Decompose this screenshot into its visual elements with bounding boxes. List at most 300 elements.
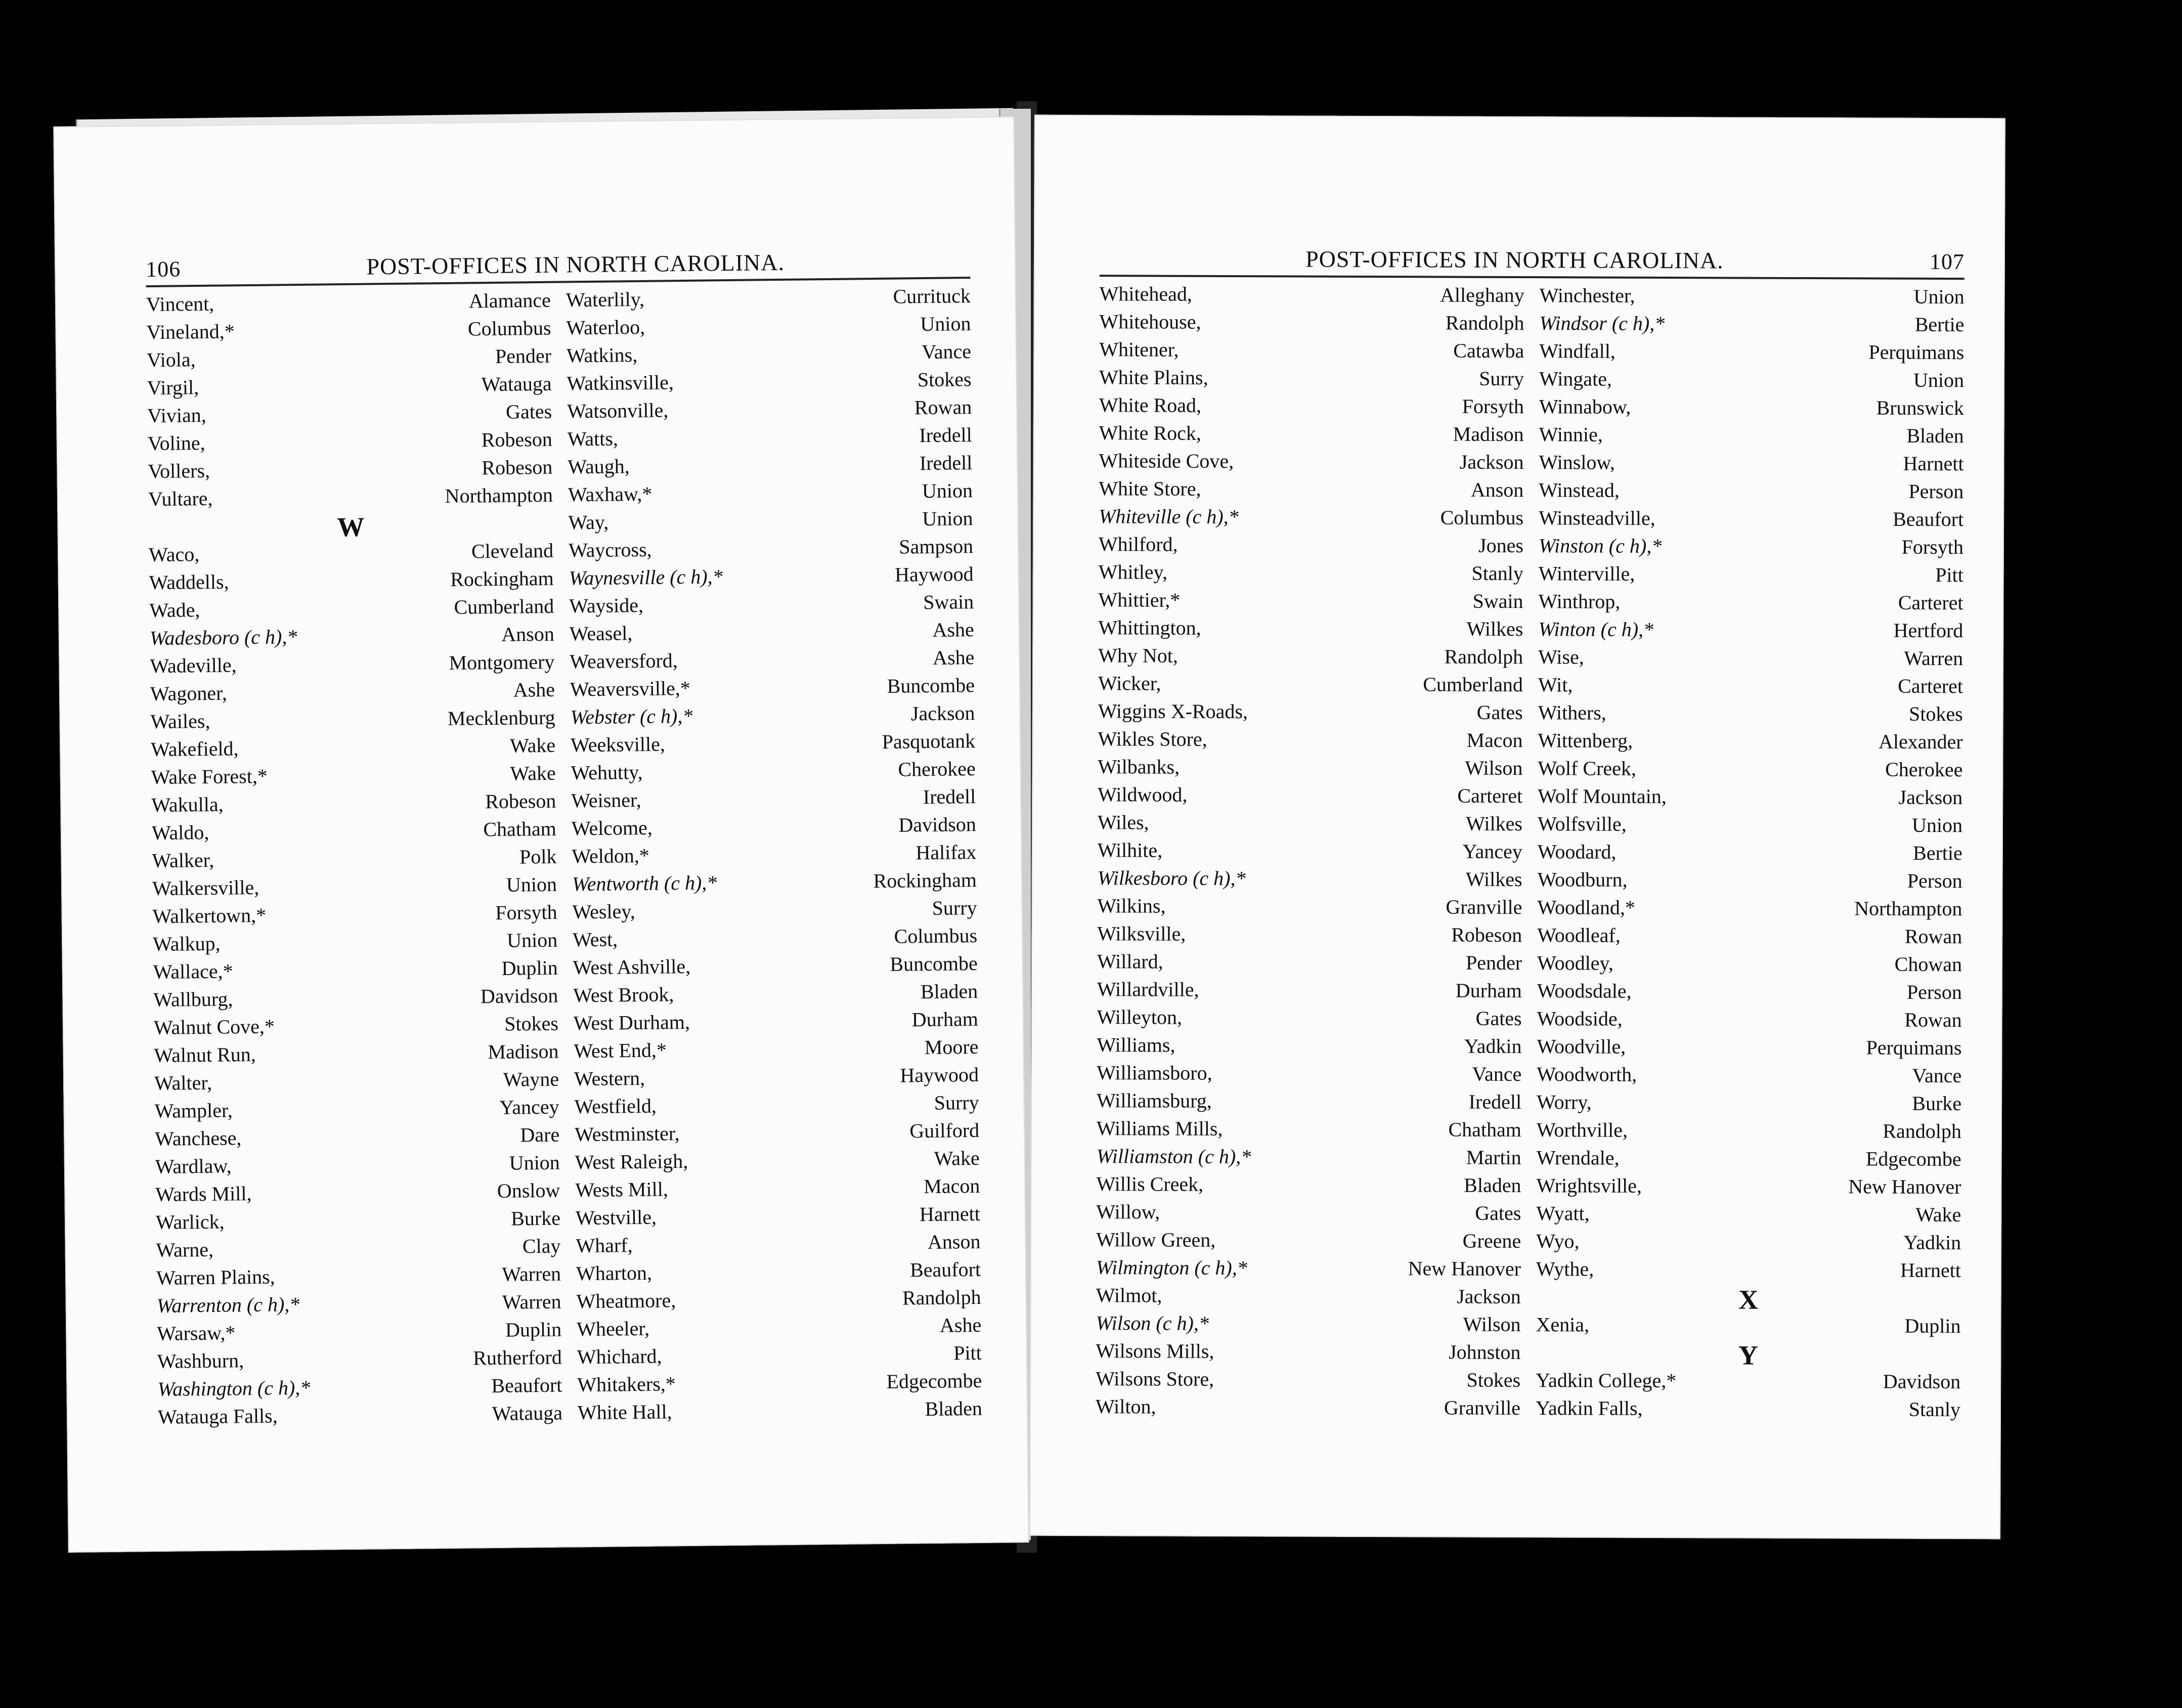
county-name: Alexander <box>1878 730 1963 754</box>
post-office-entry <box>1539 561 1963 591</box>
county-name: Iredell <box>919 451 973 475</box>
post-office-name: Woodsdale, <box>1537 979 1632 1002</box>
county-name: Union <box>1913 368 1965 392</box>
post-office-entry <box>157 1373 562 1405</box>
county-name: Surry <box>1479 367 1524 390</box>
county-name: Gates <box>1475 1201 1521 1225</box>
listing-column <box>146 288 563 1506</box>
county-name: Person <box>1906 980 1962 1004</box>
post-office-name: White Hall, <box>577 1400 672 1424</box>
post-office-name: Westville, <box>575 1205 657 1230</box>
county-name: Rowan <box>1904 1008 1962 1032</box>
listing-columns <box>1095 282 1964 1499</box>
post-office-entry <box>568 451 973 483</box>
post-office-name: Warren Plains, <box>156 1265 275 1290</box>
post-office-name: Wallace,* <box>153 959 233 984</box>
post-office-entry <box>149 594 554 626</box>
county-name: Union <box>1913 285 1965 309</box>
post-office-entry <box>150 650 555 682</box>
county-name: Yancey <box>1462 840 1522 863</box>
post-office-name: Waco, <box>148 543 200 566</box>
post-office-name: Weldon,* <box>572 844 650 868</box>
post-office-entry <box>575 1174 980 1206</box>
post-office-name: Western, <box>574 1066 645 1090</box>
post-office-name: Wilton, <box>1095 1395 1156 1418</box>
post-office-entry <box>572 812 977 844</box>
post-office-name: Woodburn, <box>1537 868 1628 891</box>
post-office-name: Willardville, <box>1097 978 1199 1001</box>
post-office-entry <box>1539 367 1964 396</box>
post-office-entry <box>577 1341 982 1373</box>
running-title: POST-OFFICES IN NORTH CAROLINA. <box>1305 246 1724 274</box>
county-name: Union <box>506 928 558 952</box>
post-office-name: Withers, <box>1538 701 1606 724</box>
post-office-name: Weeksville, <box>570 732 666 757</box>
post-office-entry <box>150 622 555 654</box>
post-office-name: Vultare, <box>148 487 213 511</box>
county-name: Jackson <box>910 702 975 725</box>
post-office-entry <box>1097 1061 1521 1090</box>
post-office-name: Warlick, <box>155 1210 225 1234</box>
county-name: Perquimans <box>1868 340 1965 364</box>
post-office-name: Wyo, <box>1536 1230 1580 1253</box>
post-office-entry <box>569 534 974 566</box>
section-letter: W <box>337 511 365 542</box>
post-office-entry <box>155 1178 560 1210</box>
county-name: Stanly <box>1471 561 1523 585</box>
post-office-entry <box>1536 1368 1960 1397</box>
post-office-entry <box>567 395 972 427</box>
post-office-name: Wyatt, <box>1536 1202 1590 1225</box>
post-office-name: Whittier,* <box>1098 588 1181 611</box>
post-office-entry <box>152 900 557 932</box>
county-name: Sampson <box>899 535 974 558</box>
post-office-entry <box>1096 1339 1520 1368</box>
county-name: Rockingham <box>450 566 554 591</box>
post-office-name: Weaversville,* <box>570 676 691 701</box>
county-name: Chowan <box>1894 952 1962 976</box>
county-name: Madison <box>1453 422 1524 446</box>
county-name: Robeson <box>481 427 553 452</box>
post-office-entry <box>569 590 974 622</box>
post-office-name: Wildwood, <box>1098 783 1188 806</box>
post-office-entry <box>1536 1201 1961 1231</box>
post-office-name: Worthville, <box>1536 1118 1628 1142</box>
county-name: Rutherford <box>473 1345 562 1370</box>
county-name: Alamance <box>468 288 551 313</box>
post-office-name: West, <box>572 928 618 951</box>
post-office-entry <box>566 312 971 343</box>
post-office-entry <box>1538 700 1963 730</box>
post-office-name: Warne, <box>156 1238 214 1262</box>
post-office-entry <box>1536 1312 1960 1342</box>
county-name: Stokes <box>504 1012 559 1035</box>
county-name: Pender <box>1465 951 1522 975</box>
post-office-name: Winsteadville, <box>1539 506 1655 530</box>
post-office-name: Vollers, <box>148 459 210 483</box>
post-office-entry <box>150 706 555 737</box>
post-office-name: West Brook, <box>573 983 674 1007</box>
post-office-entry <box>572 868 977 900</box>
post-office-name: Waycross, <box>568 538 652 562</box>
county-name: Wayne <box>503 1067 559 1091</box>
county-name: Iredell <box>923 784 976 809</box>
post-office-entry <box>1538 867 1962 897</box>
county-name: Anson <box>927 1230 981 1254</box>
post-office-entry <box>568 506 973 538</box>
post-office-name: Winston (c h),* <box>1538 534 1662 557</box>
post-office-entry <box>1097 1144 1521 1173</box>
post-office-entry <box>157 1318 562 1349</box>
post-office-name: Whitakers,* <box>577 1372 676 1396</box>
post-office-entry <box>577 1369 982 1400</box>
post-office-entry <box>1097 1005 1522 1034</box>
post-office-entry <box>148 455 553 487</box>
post-office-name: Winchester, <box>1539 284 1635 307</box>
post-office-entry <box>151 733 556 765</box>
county-name: Cumberland <box>454 594 554 619</box>
county-name: Guilford <box>909 1118 980 1143</box>
county-name: Harnett <box>1903 452 1964 475</box>
post-office-entry <box>1539 311 1964 340</box>
county-name: Columbus <box>467 316 551 340</box>
post-office-entry <box>1537 1146 1961 1175</box>
post-office-entry <box>1099 504 1523 534</box>
post-office-entry <box>577 1313 982 1345</box>
county-name: Columbus <box>894 924 978 948</box>
post-office-entry <box>151 761 556 793</box>
post-office-entry <box>1098 838 1522 867</box>
county-name: Iredell <box>1468 1090 1522 1114</box>
post-office-entry <box>566 367 972 399</box>
county-name: Chatham <box>483 817 557 841</box>
post-office-name: Walnut Cove,* <box>153 1015 275 1039</box>
county-name: Person <box>1908 479 1964 503</box>
post-office-name: Wrightsville, <box>1536 1174 1642 1197</box>
post-office-entry <box>1096 1228 1521 1257</box>
post-office-name: Wadesboro (c h),* <box>149 625 297 650</box>
post-office-entry <box>1538 728 1962 758</box>
post-office-entry <box>1098 782 1522 812</box>
post-office-name: Wise, <box>1538 645 1584 669</box>
post-office-name: Wilhite, <box>1097 839 1163 862</box>
post-office-name: Wolfsville, <box>1537 812 1627 836</box>
post-office-entry <box>146 316 551 348</box>
county-name: Watauga <box>481 372 552 396</box>
post-office-name: Wanchese, <box>155 1126 242 1151</box>
post-office-name: Whitener, <box>1099 338 1179 361</box>
county-name: Beaufort <box>909 1257 981 1282</box>
post-office-entry <box>1536 1396 1960 1425</box>
page-number: 106 <box>145 256 181 282</box>
post-office-name: Wheatmore, <box>576 1289 676 1313</box>
post-office-entry <box>571 757 976 789</box>
section-letter: Y <box>1738 1340 1758 1371</box>
post-office-entry <box>1098 588 1523 617</box>
post-office-entry <box>1537 951 1962 980</box>
post-office-entry <box>1538 645 1963 674</box>
county-name: Haywood <box>894 562 974 586</box>
county-name: Jones <box>1478 534 1524 557</box>
county-name: Union <box>1911 813 1963 837</box>
post-office-entry <box>569 562 974 594</box>
county-name: Union <box>920 312 971 336</box>
post-office-name: Vincent, <box>146 292 214 316</box>
county-name: Cleveland <box>471 539 554 563</box>
post-office-entry <box>574 1063 979 1094</box>
post-office-name: Wittenberg, <box>1538 729 1633 752</box>
post-office-entry <box>150 678 555 710</box>
post-office-name: Waddells, <box>149 570 229 594</box>
post-office-name: Wiles, <box>1097 811 1149 834</box>
post-office-entry <box>1096 1394 1520 1424</box>
post-office-entry <box>147 400 552 431</box>
post-office-entry <box>576 1202 981 1234</box>
post-office-name: Whitehead, <box>1099 282 1193 305</box>
post-office-entry <box>1096 1200 1521 1229</box>
post-office-entry <box>156 1206 561 1238</box>
county-name: New Hanover <box>1408 1257 1521 1281</box>
post-office-entry <box>149 539 554 571</box>
post-office-entry <box>576 1257 981 1289</box>
county-name: Jackson <box>1898 785 1963 809</box>
post-office-name: Walkersville, <box>152 875 259 900</box>
county-name: Rockingham <box>873 868 977 893</box>
post-office-entry <box>1099 532 1523 561</box>
post-office-name: Walkertown,* <box>152 903 267 928</box>
county-name: Edgecombe <box>1865 1147 1961 1171</box>
post-office-name: Woodland,* <box>1537 896 1635 919</box>
post-office-name: Winslow, <box>1539 451 1615 474</box>
post-office-entry <box>1537 1118 1961 1147</box>
county-name: Durham <box>911 1007 979 1031</box>
county-name: Burke <box>1912 1091 1962 1115</box>
post-office-name: Westfield, <box>574 1094 657 1118</box>
post-office-name: West Ashville, <box>573 954 691 979</box>
county-name: Carteret <box>1457 784 1523 808</box>
post-office-entry <box>1538 589 1963 619</box>
post-office-name: Winnie, <box>1539 423 1603 446</box>
post-office-name: White Rock, <box>1099 421 1201 445</box>
post-office-entry <box>573 951 978 983</box>
post-office-name: Williams Mills, <box>1096 1117 1223 1140</box>
post-office-entry <box>1539 450 1963 479</box>
post-office-entry <box>1097 949 1522 979</box>
post-office-entry <box>576 1285 981 1317</box>
county-name: Rowan <box>914 396 972 419</box>
post-office-entry <box>1097 977 1522 1006</box>
post-office-entry <box>157 1345 562 1377</box>
post-office-entry <box>154 1095 559 1127</box>
county-name: Granville <box>1446 895 1522 919</box>
county-name: Yancey <box>499 1095 559 1119</box>
post-office-entry <box>1097 1033 1521 1062</box>
post-office-entry <box>152 872 557 904</box>
county-name: Wake <box>510 761 556 785</box>
county-name: Martin <box>1466 1146 1521 1169</box>
county-name: Swain <box>1472 589 1523 613</box>
post-office-entry <box>1537 1090 1961 1119</box>
post-office-name: Wakefield, <box>150 737 239 761</box>
post-office-entry <box>147 344 552 376</box>
county-name: Bladen <box>920 979 978 1003</box>
post-office-entry <box>570 618 975 649</box>
post-office-name: Wallburg, <box>153 987 233 1012</box>
left-page <box>53 116 1029 1553</box>
county-name: Durham <box>1455 979 1522 1002</box>
post-office-entry <box>149 566 554 598</box>
post-office-name: Wehutty, <box>571 760 643 784</box>
county-name: Stanly <box>1908 1397 1961 1421</box>
post-office-name: Woodside, <box>1537 1007 1623 1030</box>
listing-columns <box>146 284 983 1506</box>
post-office-entry <box>1538 784 1962 813</box>
county-name: Buncombe <box>890 951 978 976</box>
county-name: Randolph <box>1883 1119 1961 1143</box>
post-office-entry <box>154 1067 559 1099</box>
post-office-name: Woodworth, <box>1537 1063 1637 1086</box>
post-office-entry <box>1098 755 1522 784</box>
post-office-name: Waterloo, <box>566 315 645 339</box>
county-name: Jackson <box>1459 450 1524 474</box>
post-office-entry <box>1537 1034 1961 1064</box>
post-office-entry <box>1100 282 1524 311</box>
county-name: Dare <box>520 1123 560 1147</box>
post-office-name: Willow, <box>1096 1200 1160 1223</box>
post-office-entry <box>1536 1229 1961 1258</box>
post-office-entry <box>573 924 978 955</box>
county-name: Edgecombe <box>886 1369 982 1393</box>
post-office-name: Winstead, <box>1539 478 1620 502</box>
county-name: Perquimans <box>1866 1036 1962 1060</box>
post-office-entry <box>1537 1062 1961 1091</box>
post-office-name: Winnabow, <box>1539 395 1631 418</box>
post-office-name: Woodville, <box>1537 1035 1626 1058</box>
post-office-name: Yadkin College,* <box>1536 1369 1677 1392</box>
listing-column <box>566 284 983 1502</box>
post-office-name: Whitley, <box>1098 560 1168 584</box>
county-name: Randolph <box>1444 645 1523 669</box>
post-office-name: White Store, <box>1099 477 1201 500</box>
post-office-entry <box>571 729 976 761</box>
county-name: Ashe <box>932 618 975 641</box>
post-office-entry <box>570 701 975 733</box>
post-office-entry <box>154 1012 559 1043</box>
county-name: New Hanover <box>1848 1175 1961 1199</box>
county-name: Duplin <box>501 956 558 980</box>
post-office-name: Walkup, <box>152 932 221 956</box>
post-office-entry <box>571 784 976 816</box>
post-office-name: Wit, <box>1538 673 1573 696</box>
post-office-entry <box>153 928 558 960</box>
post-office-entry <box>575 1146 980 1178</box>
post-office-name: Warsaw,* <box>157 1321 236 1345</box>
county-name: Union <box>509 1151 560 1174</box>
post-office-entry <box>1537 1006 1962 1036</box>
page-header <box>1100 236 1965 280</box>
post-office-entry <box>1536 1173 1961 1203</box>
post-office-entry <box>146 288 551 320</box>
post-office-name: Yadkin Falls, <box>1535 1396 1643 1420</box>
county-name: Person <box>1907 869 1962 893</box>
post-office-name: Westminster, <box>574 1122 680 1146</box>
county-name: Montgomery <box>449 650 555 674</box>
county-name: Ashe <box>932 646 975 669</box>
county-name: Bertie <box>1913 841 1962 865</box>
county-name: Swain <box>923 590 974 614</box>
county-name: Surry <box>932 896 977 919</box>
county-name: Greene <box>1462 1229 1521 1253</box>
post-office-entry <box>156 1290 561 1322</box>
post-office-name: Wilmington (c h),* <box>1096 1256 1247 1280</box>
post-office-entry <box>575 1118 980 1150</box>
county-name: Duplin <box>505 1318 562 1341</box>
county-name: Warren <box>502 1262 561 1286</box>
county-name: Clay <box>522 1234 561 1258</box>
post-office-name: Wade, <box>149 598 200 622</box>
county-name: Gates <box>1475 1006 1522 1030</box>
post-office-name: Worry, <box>1537 1090 1592 1114</box>
post-office-entry <box>578 1396 983 1428</box>
post-office-name: Wiggins X-Roads, <box>1098 699 1248 723</box>
post-office-name: Woodard, <box>1537 840 1617 863</box>
county-name: Cherokee <box>1885 758 1963 781</box>
post-office-name: Winthrop, <box>1538 590 1621 613</box>
post-office-name: Wharf, <box>576 1234 633 1257</box>
post-office-name: Waugh, <box>568 455 630 478</box>
county-name: Gates <box>505 400 552 423</box>
post-office-entry <box>574 1035 979 1067</box>
post-office-name: Williams, <box>1097 1033 1175 1057</box>
county-name: Wilkes <box>1465 867 1522 891</box>
county-name: Wilson <box>1465 756 1523 780</box>
post-office-entry <box>1098 699 1523 728</box>
county-name: Robeson <box>485 789 556 813</box>
post-office-name: Whiteside Cove, <box>1099 449 1234 473</box>
county-name: Onslow <box>497 1178 560 1202</box>
post-office-name: Willard, <box>1097 950 1163 973</box>
post-office-name: Wilkins, <box>1097 894 1166 917</box>
county-name: Stokes <box>1909 702 1963 726</box>
post-office-name: Whitehouse, <box>1099 310 1201 333</box>
post-office-entry <box>1538 840 1962 869</box>
county-name: Macon <box>1466 728 1523 752</box>
county-name: Gates <box>1476 700 1523 724</box>
post-office-name: Weaversford, <box>570 649 678 673</box>
post-office-entry <box>1099 449 1523 478</box>
post-office-entry <box>1099 421 1524 450</box>
post-office-name: West Raleigh, <box>575 1149 688 1174</box>
post-office-name: Waynesville (c h),* <box>569 565 723 590</box>
county-name: Macon <box>924 1174 980 1198</box>
county-name: Duplin <box>1904 1314 1961 1338</box>
county-name: Harnett <box>919 1202 981 1226</box>
post-office-name: Wilksville, <box>1097 922 1186 945</box>
post-office-name: Voline, <box>147 431 205 455</box>
post-office-name: Why Not, <box>1098 644 1179 667</box>
county-name: Wilkes <box>1466 812 1523 836</box>
county-name: Wilkes <box>1466 617 1523 641</box>
post-office-name: Wampler, <box>154 1099 233 1123</box>
post-office-entry <box>1096 1311 1520 1340</box>
county-name: Anson <box>1470 478 1524 502</box>
county-name: Bladen <box>925 1396 983 1421</box>
county-name: Columbus <box>1440 506 1524 530</box>
county-name: Union <box>922 479 973 503</box>
post-office-name: Webster (c h),* <box>570 704 693 729</box>
post-office-name: Woodleaf, <box>1537 924 1621 947</box>
county-name: Surry <box>934 1090 979 1114</box>
